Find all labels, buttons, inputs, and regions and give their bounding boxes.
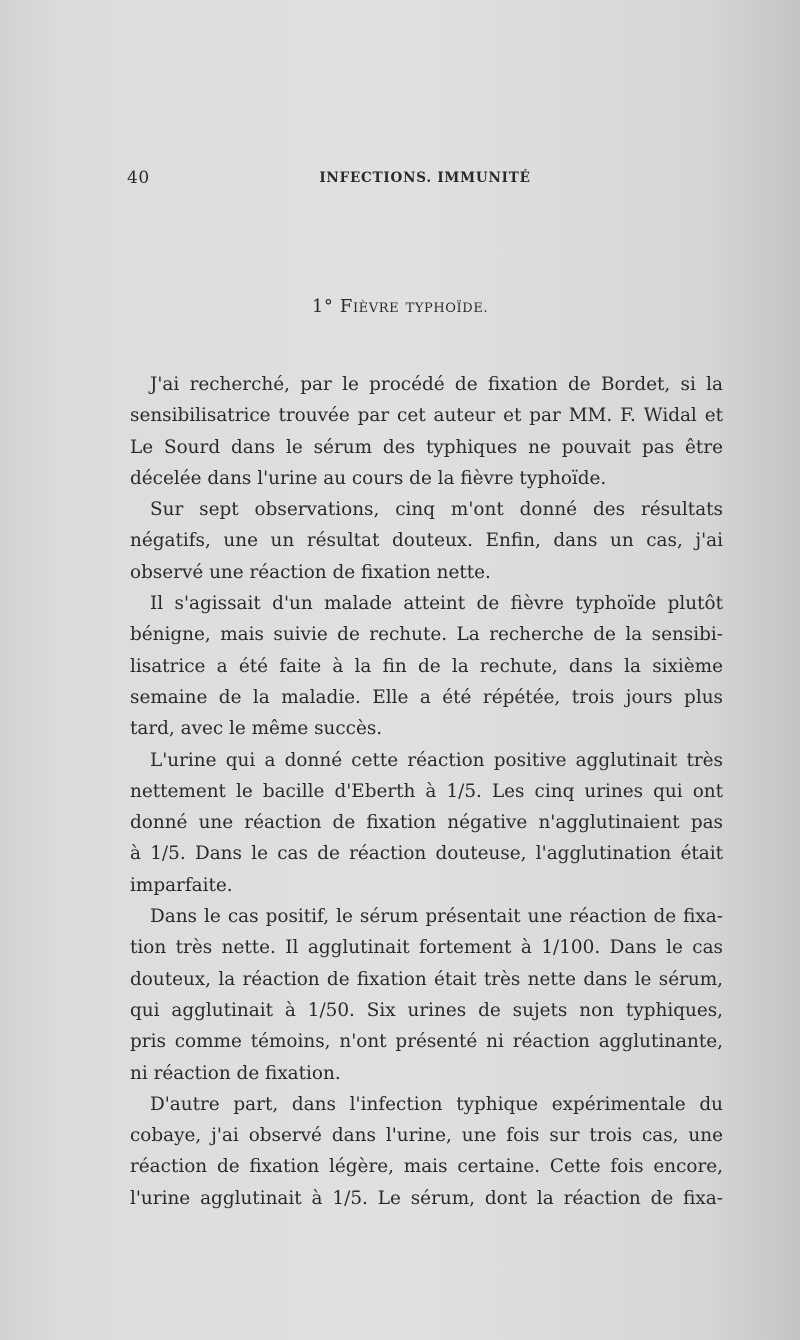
text-line: semaine de la maladie. Elle a été répétée, trois jours plus bbox=[130, 686, 723, 708]
text-line: réaction de fixation légère, mais certaine. Cette fois encore, bbox=[130, 1156, 723, 1178]
text-line: à 1/5. Dans le cas de réaction douteuse, l'agglutination était bbox=[130, 843, 723, 865]
text-line: imparfaite. bbox=[130, 874, 233, 896]
text-line: Il s'agissait d'un malade atteint de fièvre typhoïde plutôt bbox=[150, 593, 723, 615]
text-line: J'ai recherché, par le procédé de fixation de Bordet, si la bbox=[150, 374, 723, 395]
text-line: ni réaction de fixation. bbox=[130, 1062, 341, 1084]
text-line: Sur sept observations, cinq m'ont donné des résultats bbox=[150, 499, 723, 521]
text-line: pris comme témoins, n'ont présenté ni réaction agglutinante, bbox=[130, 1031, 723, 1053]
text-line: D'autre part, dans l'infection typhique expérimentale du bbox=[150, 1093, 723, 1115]
section-title bbox=[0, 296, 800, 317]
text-line: lisatrice a été faite à la fin de la rechute, dans la sixième bbox=[130, 655, 723, 677]
text-line: observé une réaction de fixation nette. bbox=[130, 561, 491, 583]
text-line: cobaye, j'ai observé dans l'urine, une fois sur trois cas, une bbox=[130, 1125, 723, 1147]
text-line: négatifs, une un résultat douteux. Enfin, dans un cas, j'ai bbox=[130, 530, 723, 552]
page-number: 40 bbox=[127, 168, 150, 188]
text-line: Dans le cas positif, le sérum présentait une réaction de fixa- bbox=[150, 906, 723, 928]
body-text bbox=[130, 369, 723, 1214]
text-line: l'urine agglutinait à 1/5. Le sérum, dont la réaction de fixa- bbox=[130, 1187, 723, 1209]
running-title: INFECTIONS. IMMUNITÉ bbox=[319, 170, 531, 186]
text-line: qui agglutinait à 1/50. Six urines de sujets non typhiques, bbox=[130, 999, 723, 1021]
text-line: Le Sourd dans le sérum des typhiques ne pouvait pas être bbox=[130, 436, 723, 458]
text-line: donné une réaction de fixation négative n'agglutinaient pas bbox=[130, 812, 723, 834]
text-line: tard, avec le même succès. bbox=[130, 718, 383, 740]
section-title-word-2: TYPHOÏDE. bbox=[405, 301, 489, 316]
text-line: L'urine qui a donné cette réaction positive agglutinait très bbox=[150, 749, 723, 771]
section-title-word-1: IÈVRE bbox=[352, 301, 400, 316]
page-header bbox=[127, 168, 723, 194]
text-line: bénigne, mais suivie de rechute. La recherche de la sensibi- bbox=[130, 624, 723, 646]
text-line: douteux, la réaction de fixation était très nette dans le sérum, bbox=[130, 968, 723, 990]
text-line: tion très nette. Il agglutinait fortement à 1/100. Dans le cas bbox=[130, 937, 723, 959]
section-number: 1° bbox=[311, 296, 334, 317]
section-title-initial: F bbox=[339, 296, 353, 317]
text-line: nettement le bacille d'Eberth à 1/5. Les cinq urines qui ont bbox=[130, 780, 723, 802]
text-line: décelée dans l'urine au cours de la fièvre typhoïde. bbox=[130, 467, 607, 489]
text-line: sensibilisatrice trouvée par cet auteur et par MM. F. Widal et bbox=[130, 405, 723, 427]
